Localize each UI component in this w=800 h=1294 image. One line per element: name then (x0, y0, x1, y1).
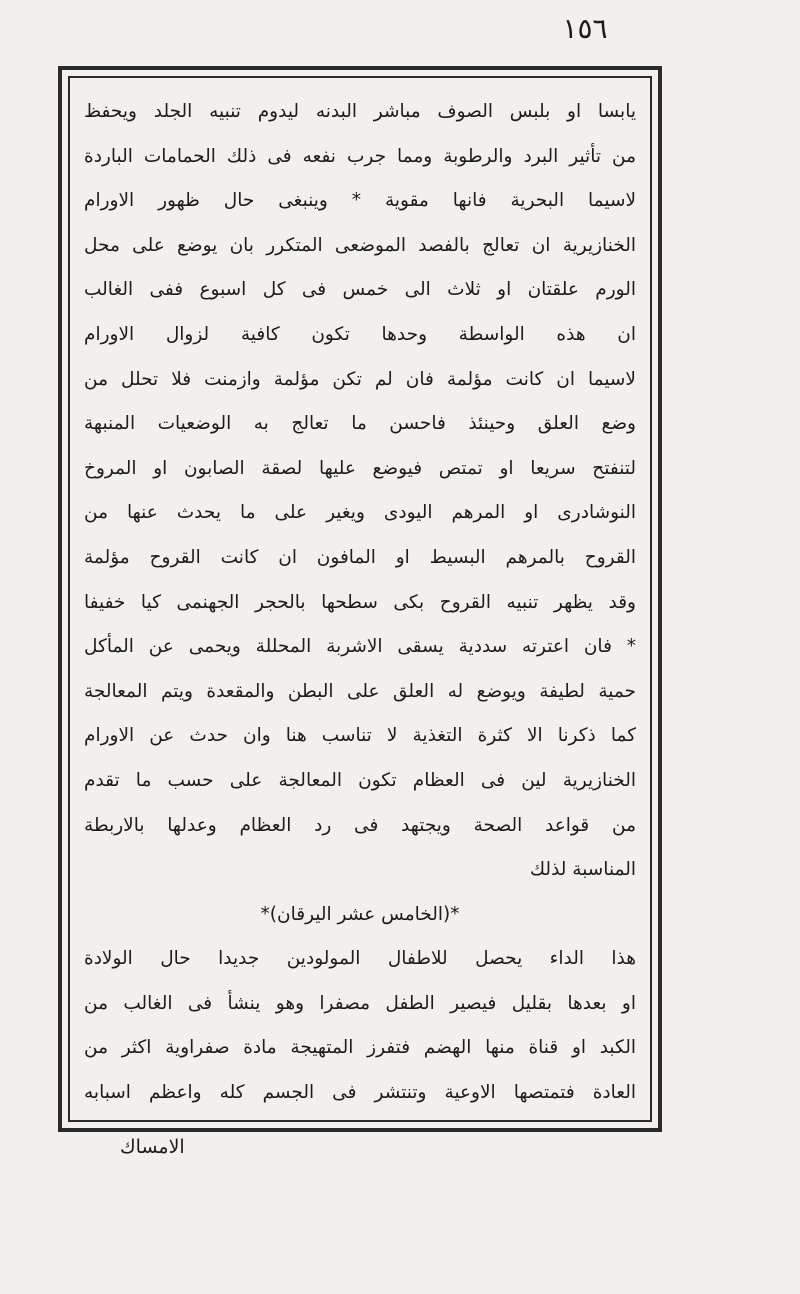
section-heading: *(الخامس عشر اليرقان)* (260, 903, 460, 925)
text-line: من تأثير البرد والرطوبة ومما جرب نفعه فى ذلك الحمامات الباردة (84, 145, 636, 167)
text-line: وضع العلق وحينئذ فاحسن ما تعالج به الوضعيات المنبهة (84, 413, 636, 435)
text-line: وقد يظهر تنبيه القروح بكى سطحها بالحجر الجهنمى كيا خفيفا (84, 591, 636, 613)
page-number: ١٥٦ (562, 12, 608, 45)
text-line: هذا الداء يحصل للاطفال المولودين جديدا حال الولادة (84, 948, 636, 970)
text-line: الورم علقتان او ثلاث الى خمس فى كل اسبوع ففى الغالب (84, 279, 636, 301)
text-line: الخنازيرية ان تعالج بالفصد الموضعى المتكرر بان يوضع على محل (84, 234, 636, 256)
catchword: الامساك (120, 1136, 185, 1158)
text-line: حمية لطيفة ويوضع له العلق على البطن والمقعدة ويتم المعالجة (84, 680, 636, 702)
text-line: لاسيما ان كانت مؤلمة فان لم تكن مؤلمة وازمنت فلا تحلل من (84, 368, 636, 390)
text-line: الكبد او قناة منها الهضم فتفرز المتهيجة مادة صفراوية اكثر من (84, 1037, 636, 1059)
text-line: من قواعد الصحة ويجتهد فى رد العظام وعدلها بالاربطة (84, 814, 636, 836)
arabic-text-block (84, 90, 636, 1116)
text-line: او بعدها بقليل فيصير الطفل مصفرا وهو ينشأ فى الغالب من (84, 992, 636, 1014)
text-line: العادة فتمتصها الاوعية وتنتشر فى الجسم كله واعظم اسبابه (84, 1082, 636, 1104)
text-line: النوشادرى او المرهم اليودى ويغير على ما يحدث عنها من (84, 502, 636, 524)
text-line: كما ذكرنا الا كثرة التغذية لا تناسب هنا وان حدث عن الاورام (84, 725, 636, 747)
text-line: ان هذه الواسطة وحدها تكون كافية لزوال الاورام (84, 323, 636, 345)
text-line: القروح بالمرهم البسيط او المافون ان كانت القروح مؤلمة (84, 546, 636, 568)
inner-border-frame (68, 76, 652, 1122)
text-line: يابسا او بلبس الصوف مباشر البدنه ليدوم تنبيه الجلد ويحفظ (84, 101, 636, 122)
text-line: * فان اعترته سددية يسقى الاشربة المحللة ويحمى عن المأكل (84, 636, 636, 658)
text-line: لاسيما البحرية فانها مقوية * وينبغى حال ظهور الاورام (84, 190, 636, 212)
text-line: لتنفتح سريعا او تمتص فيوضع عليها لصقة الصابون او المروخ (84, 457, 636, 479)
text-line: المناسبة لذلك (529, 859, 636, 881)
text-line: الخنازيرية لين فى العظام تكون المعالجة على حسب ما تقدم (84, 769, 636, 791)
